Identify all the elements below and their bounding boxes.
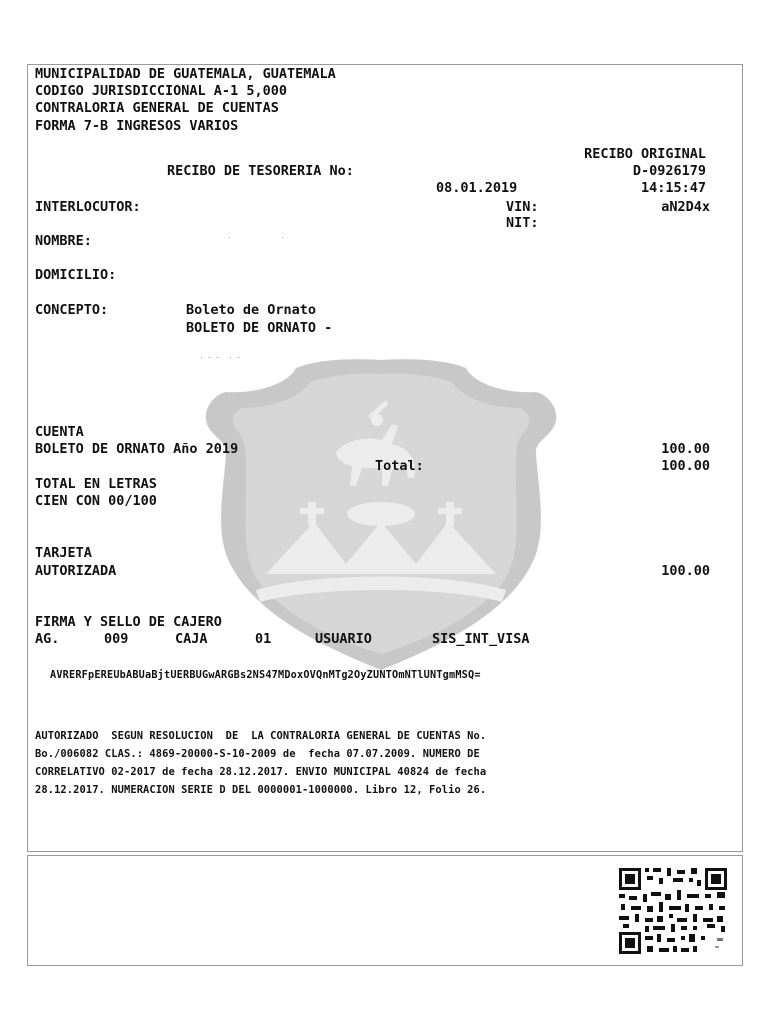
receipt-number: D-0926179	[632, 163, 706, 179]
autorizada-label: AUTORIZADA	[35, 563, 117, 579]
receipt-date: 08.01.2019	[436, 180, 518, 196]
controller-name: CONTRALORIA GENERAL DE CUENTAS	[35, 100, 279, 116]
interlocutor-label: INTERLOCUTOR:	[35, 199, 141, 215]
jurisdiction-code: CODIGO JURISDICCIONAL A-1 5,000	[35, 83, 287, 99]
receipt-copy-type: RECIBO ORIGINAL	[584, 146, 706, 162]
item-amount: 100.00	[661, 441, 710, 457]
usuario-value: SIS_INT_VISA	[432, 631, 530, 647]
receipt-title: RECIBO DE TESORERIA No:	[167, 163, 354, 179]
verification-hash: AVRERFpEREUbABUaBjtUERBUGwARGBs2NS47MDoxOVQnMTg2OyZUNTOmNTlUNTgmMSQ=	[50, 670, 481, 681]
nit-label: NIT:	[506, 215, 539, 231]
municipality-name: MUNICIPALIDAD DE GUATEMALA, GUATEMALA	[35, 66, 336, 82]
redacted-name-mark: · ·	[228, 232, 285, 242]
ag-label: AG.	[35, 631, 60, 647]
concepto-label: CONCEPTO:	[35, 302, 109, 318]
redacted-detail-mark: · - - · -	[200, 352, 240, 362]
receipt-time: 14:15:47	[640, 180, 706, 196]
qr-code-icon[interactable]	[617, 866, 729, 956]
legal-line-2: Bo./006082 CLAS.: 4869-20000-S-10-2009 de fecha 07.07.2009. NUMERO DE	[35, 748, 480, 760]
concepto-line-1: Boleto de Ornato	[186, 302, 317, 318]
caja-label: CAJA	[175, 631, 208, 647]
legal-line-1: AUTORIZADO SEGUN RESOLUCION DE LA CONTRALORIA GENERAL DE CUENTAS No.	[35, 730, 487, 742]
total-letras-label: TOTAL EN LETRAS	[35, 476, 157, 492]
legal-line-4: 28.12.2017. NUMERACION SERIE D DEL 0000001-1000000. Libro 12, Folio 26.	[35, 784, 487, 796]
nombre-label: NOMBRE:	[35, 233, 92, 249]
total-amount: 100.00	[661, 458, 710, 474]
ag-value: 009	[104, 631, 129, 647]
concepto-line-2: BOLETO DE ORNATO -	[186, 320, 333, 336]
autorizada-amount: 100.00	[661, 563, 710, 579]
form-type: FORMA 7-B INGRESOS VARIOS	[35, 118, 239, 134]
municipal-seal-icon	[196, 354, 566, 674]
total-letras-value: CIEN CON 00/100	[35, 493, 157, 509]
item-label: BOLETO DE ORNATO Año 2019	[35, 441, 239, 457]
domicilio-label: DOMICILIO:	[35, 267, 117, 283]
usuario-label: USUARIO	[315, 631, 372, 647]
vin-label: VIN:	[506, 199, 539, 215]
caja-value: 01	[255, 631, 272, 647]
total-label: Total:	[375, 458, 424, 474]
tarjeta-label: TARJETA	[35, 545, 92, 561]
vin-value: aN2D4x	[661, 199, 710, 215]
firma-label: FIRMA Y SELLO DE CAJERO	[35, 614, 222, 630]
cuenta-label: CUENTA	[35, 424, 84, 440]
legal-line-3: CORRELATIVO 02-2017 de fecha 28.12.2017. ENVIO MUNICIPAL 40824 de fecha	[35, 766, 487, 778]
